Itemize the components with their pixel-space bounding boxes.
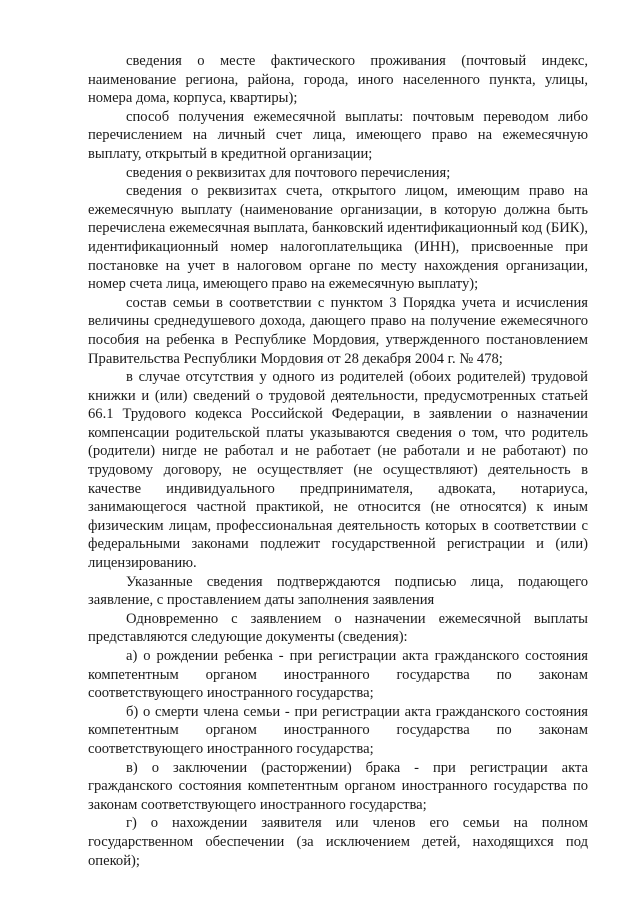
paragraph-payment-method: способ получения ежемесячной выплаты: почтовым переводом либо перечислением на личный счет лица, имеющего право на ежемесячную выплату, открытый в кредитной организации; xyxy=(88,108,588,162)
list-item-marriage: в) о заключении (расторжении) брака - при регистрации акта гражданского состояния компетентным органом иностранного государства по законам соответствующего иностранного государства; xyxy=(88,759,588,813)
list-item-state-support: г) о нахождении заявителя или членов его семьи на полном государственном обеспечении (за исключением детей, находящихся под опекой); xyxy=(88,815,588,869)
paragraph-residence-address: сведения о месте фактического проживания (почтовый индекс, наименование региона, района, города, иного населенного пункта, улицы, номера дома, корпуса, квартиры); xyxy=(88,53,588,107)
paragraph-postal-details: сведения о реквизитах для почтового перечисления; xyxy=(126,164,451,181)
paragraph-documents-intro: Одновременно с заявлением о назначении ежемесячной выплаты представляются следующие документы (сведения): xyxy=(88,610,588,646)
list-item-birth: а) о рождении ребенка - при регистрации акта гражданского состояния компетентным органом иностранного государства по законам соответствующего иностранного государства; xyxy=(88,648,588,702)
paragraph-no-employment-record: в случае отсутствия у одного из родителей (обоих родителей) трудовой книжки и (или) сведений о трудовой деятельности, предусмотренных статьей 66.1 Трудового кодекса Российской Федерации, в заявлении о назначении компенсации родительской платы указываются сведения о том, что родитель (родители) нигде не работал и не работает (не работали и не работают) по трудовому договору, не осуществляет (не осуществляют) деятельность в качестве индивидуального предпринимателя, адвоката, нотариуса, занимающегося частной практикой, не относится (не относятся) к иным физическим лицам, профессиональная деятельность которых в соответствии с федеральными законами подлежит государственной регистрации и (или) лицензированию. xyxy=(88,369,588,572)
paragraph-family-composition: состав семьи в соответствии с пунктом 3 Порядка учета и исчисления величины среднедушевого дохода, дающего право на получение ежемесячного пособия на ребенка в Республике Мордовия, утвержденного постановлением Правительства Республики Мордовия от 28 декабря 2004 г. № 478; xyxy=(88,294,588,367)
paragraph-account-details: сведения о реквизитах счета, открытого лицом, имеющим право на ежемесячную выплату (наименование организации, в которую должна быть перечислена ежемесячная выплата, банковский идентификационный код (БИК), идентификационный номер налогоплательщика (ИНН), присвоенные при постановке на учет в налоговом органе по месту нахождения организации, номер счета лица, имеющего право на ежемесячную выплату); xyxy=(88,183,588,293)
list-item-death: б) о смерти члена семьи - при регистрации акта гражданского состояния компетентным органом иностранного государства по законам соответствующего иностранного государства; xyxy=(88,703,588,757)
paragraph-signature-confirmation: Указанные сведения подтверждаются подписью лица, подающего заявление, с проставлением даты заполнения заявления xyxy=(88,573,588,609)
